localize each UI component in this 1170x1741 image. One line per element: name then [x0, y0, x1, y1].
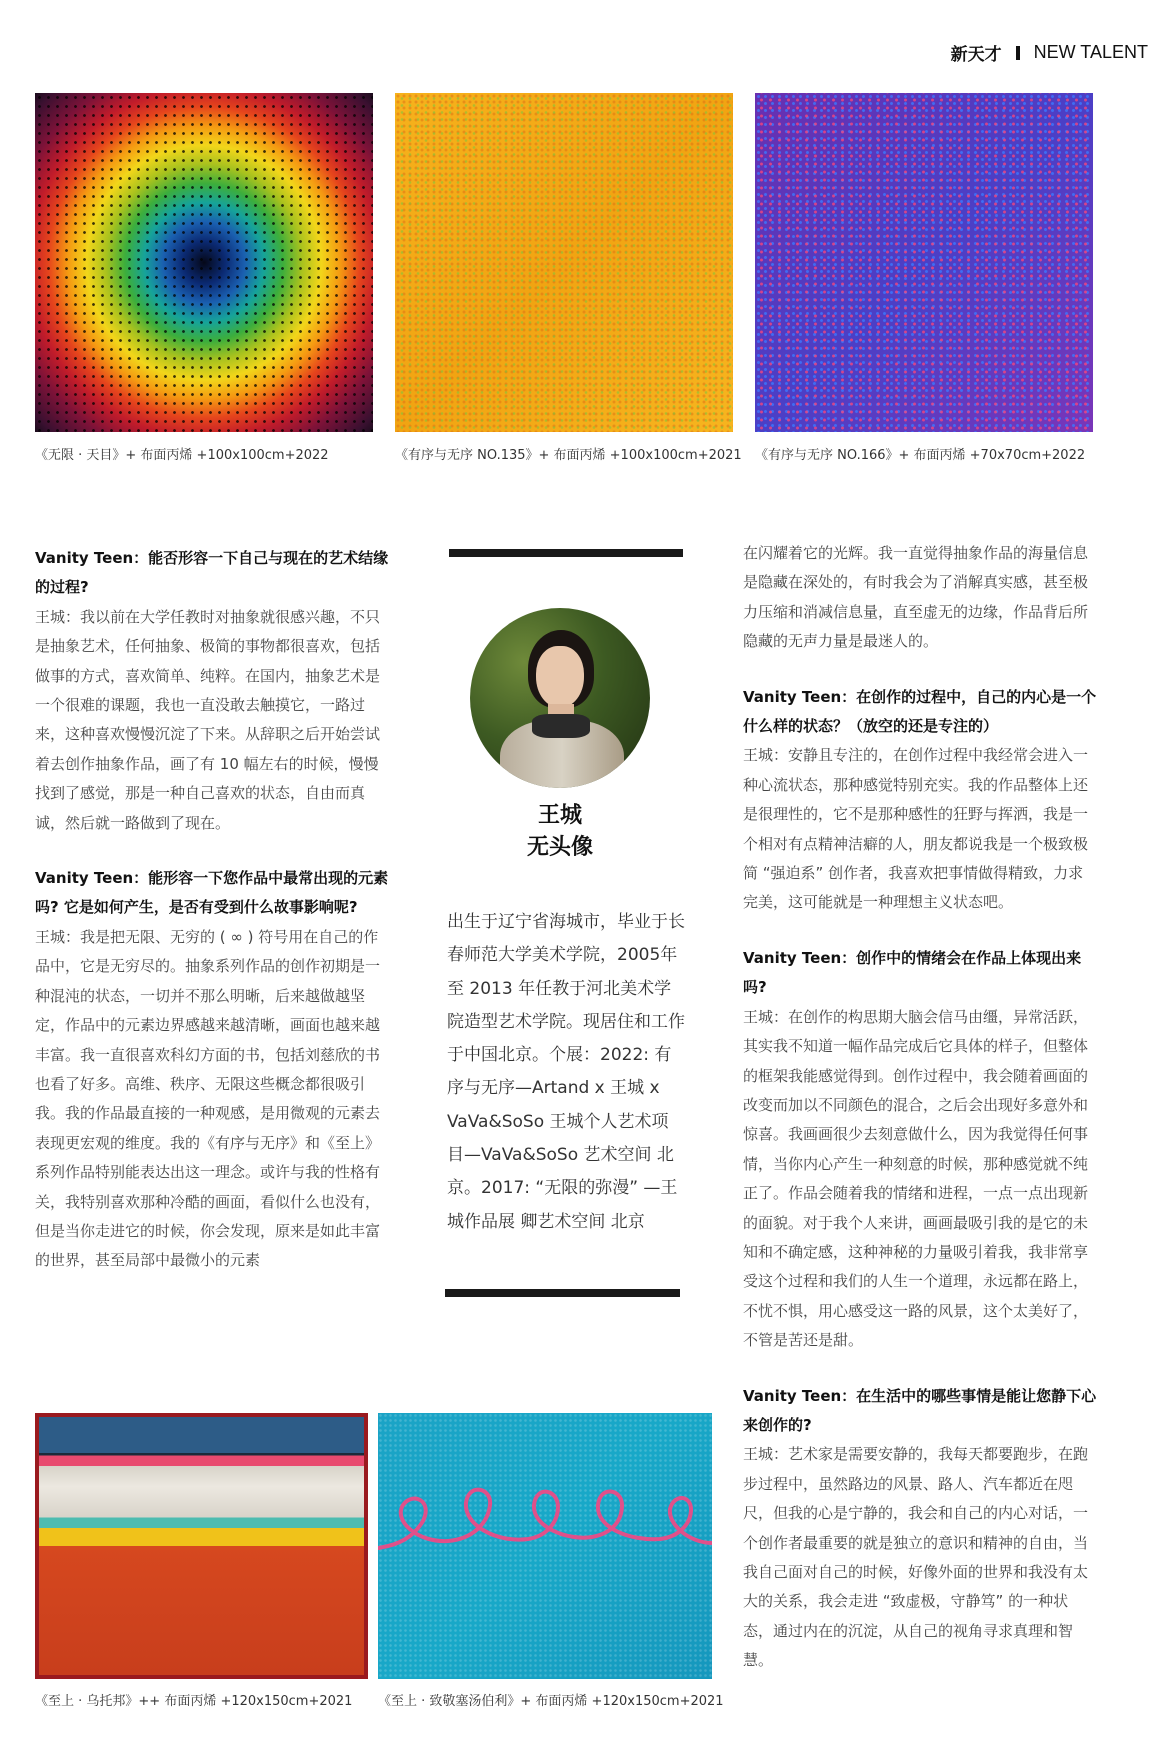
interview-left-column — [35, 544, 390, 1276]
orange-field-painting-icon — [395, 93, 733, 432]
interview-answer: 王城：我是把无限、无穷的 ( ∞ ) 符号用在自己的作品中，它是无穷尽的。抽象系列作品的创作初期是一种混沌的状态，一切并不那么明晰，后来越做越坚定，作品中的元素边界感越来越清晰，画面也越来越丰富。我一直很喜欢科幻方面的书，包括刘慈欣的书也看了好多。高维、秩序、无限这些概念都很吸引我。我的作品最直接的一种观感，是用微观的元素去表现更宏观的维度。我的《有序与无序》和《至上》系列作品特别能表达出这一理念。或许与我的性格有关，我特别喜欢那种冷酷的画面，看似什么也没有，但是当你走进它的时候，你会发现，原来是如此丰富的世界，甚至局部中最微小的元素 — [35, 927, 381, 1270]
artwork-caption-2: 《有序与无序 NO.135》+ 布面丙烯 +100x100cm+2021 — [395, 448, 742, 463]
portrait-collar — [532, 714, 590, 738]
interview-answer: 王城：安静且专注的，在创作过程中我经常会进入一种心流状态，那种感觉特别充实。我的作品整体上还是很理性的，它不是那种感性的狂野与挥洒，我是一个相对有点精神洁癖的人，朋友都说我是一个极致极简 “强迫系” 创作者，我喜欢把事情做得精致，力求完美，这可能就是一种理想主义状态吧。 — [743, 746, 1089, 912]
loops-painting-icon — [378, 1413, 712, 1679]
artist-portrait — [470, 608, 650, 788]
interview-right-column — [743, 539, 1098, 1676]
artwork-caption-5: 《至上 · 致敬塞汤伯利》+ 布面丙烯 +120x150cm+2021 — [378, 1694, 724, 1709]
qa-block-1 — [35, 544, 390, 838]
interview-answer: 王城：在创作的构思期大脑会信马由缰，异常活跃，其实我不知道一幅作品完成后它具体的样子，但整体的框架我能感觉得到。创作过程中，我会随着画面的改变而加以不同颜色的混合，之后会出现好多意外和惊喜。我画画很少去刻意做什么，因为我觉得任何事情，当你内心产生一种刻意的时候，那种感觉就不纯正了。作品会随着我的情绪和进程，一点一点出现新的面貌。对于我个人来讲，画画最吸引我的是它的未知和不确定感，这种神秘的力量吸引着我，我非常享受这个过程和我们的人生一个道理，永远都在路上，不忧不惧，用心感受这一路的风景，这个太美好了，不管是苦还是甜。 — [743, 1007, 1089, 1350]
artist-bio: 出生于辽宁省海城市，毕业于长春师范大学美术学院，2005年至 2013 年任教于河北美术学院造型艺术学院。现居住和工作于中国北京。个展：2022: 有序与无序—Artand x 王城 x VaVa&SoSo 王城个人艺术项目—VaVa&SoSo 艺术空间 北京。2017: “无限的弥漫” —王城作品展 卿艺术空间 北京 — [447, 912, 685, 1232]
loops-drawing — [378, 1413, 712, 1679]
section-title-en: NEW TALENT — [1033, 42, 1148, 62]
rainbow-rings-painting-icon — [35, 93, 373, 432]
violet-field-painting-icon — [755, 93, 1093, 432]
artwork-caption-3: 《有序与无序 NO.166》+ 布面丙烯 +70x70cm+2022 — [755, 448, 1086, 463]
artwork-caption-4: 《至上 · 乌托邦》++ 布面丙烯 +120x150cm+2021 — [35, 1694, 353, 1709]
interview-question: Vanity Teen：能否形容一下自己与现在的艺术结缘的过程? — [35, 549, 389, 597]
interview-question: Vanity Teen：能形容一下您作品中最常出现的元素吗? 它是如何产生，是否有受到什么故事影响呢? — [35, 869, 389, 917]
qa-block-5 — [743, 1382, 1098, 1676]
portrait-face — [536, 646, 584, 708]
header-divider — [1016, 46, 1020, 60]
interview-answer: 王城：我以前在大学任教时对抽象就很感兴趣，不只是抽象艺术，任何抽象、极简的事物都很喜欢，包括做事的方式，喜欢简单、纯粹。在国内，抽象艺术是一个很难的课题，我也一直没敢去触摸它，一路过来，这种喜欢慢慢沉淀了下来。从辞职之后开始尝试着去创作抽象作品，画了有 10 幅左右的时候，慢慢找到了感觉，那是一种自己喜欢的状态，自由而真诚，然后就一路做到了现在。 — [35, 607, 381, 832]
stripes-painting-icon — [35, 1413, 368, 1679]
qa-block-2 — [35, 864, 390, 1276]
answer-continuation: 在闪耀着它的光辉。我一直觉得抽象作品的海量信息是隐藏在深处的，有时我会为了消解真实感，甚至极力压缩和消减信息量，直至虚无的边缘，作品背后所隐藏的无声力量是最迷人的。 — [743, 544, 1089, 651]
profile-bottom-rule — [445, 1289, 680, 1297]
section-title-cn: 新天才 — [950, 45, 1002, 65]
artwork-caption-1: 《无限 · 天目》+ 布面丙烯 +100x100cm+2022 — [35, 448, 329, 463]
interview-answer: 王城：艺术家是需要安静的，我每天都要跑步，在跑步过程中，虽然路边的风景、路人、汽车都近在咫尺，但我的心是宁静的，我会和自己的内心对话，一个创作者最重要的就是独立的意识和精神的自由，当我自己面对自己的时候，好像外面的世界和我没有太大的关系，我会走进 “致虚极，守静笃” 的一种状态，通过内在的沉淀，从自己的视角寻求真理和智慧。 — [743, 1445, 1089, 1670]
qa-block-4 — [743, 944, 1098, 1356]
interview-question: Vanity Teen：创作中的情绪会在作品上体现出来吗? — [743, 948, 1082, 997]
interview-question: Vanity Teen：在生活中的哪些事情是能让您静下心来创作的? — [743, 1386, 1097, 1434]
artist-subtitle: 无头像 — [526, 835, 593, 860]
qa-block-3 — [743, 683, 1098, 918]
profile-top-rule — [449, 549, 683, 557]
interview-question: Vanity Teen：在创作的过程中，自己的内心是一个什么样的状态？（放空的还是专注的） — [743, 687, 1097, 736]
section-header — [951, 40, 1148, 65]
artist-name: 王城 — [537, 803, 582, 828]
